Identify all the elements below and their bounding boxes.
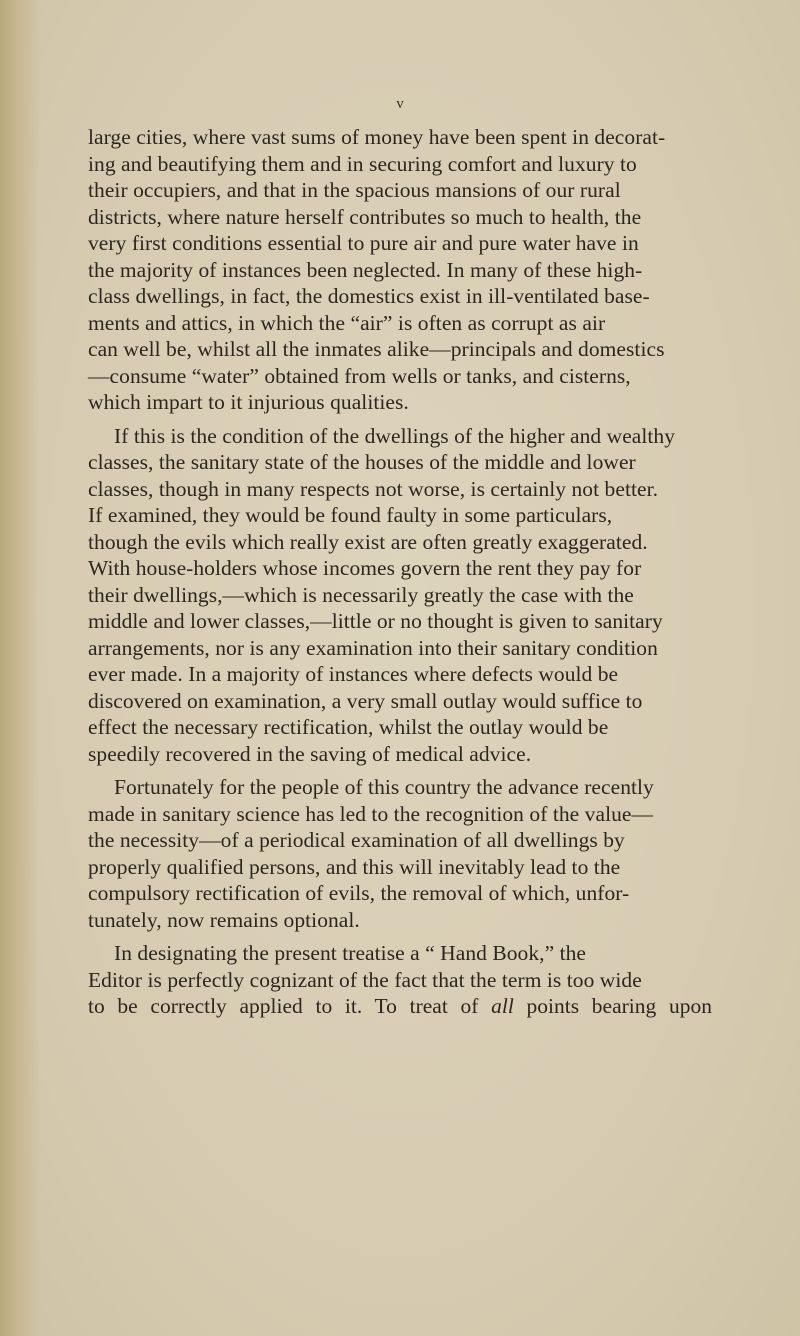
- paragraph-2: If this is the condition of the dwellings of the higher and wealthy classes, the sanitary state of the houses of the middle and lower classes, though in many respects not worse, is certainly not better. If examined, they would be found faulty in some particulars, though the evils which really exist are often greatly exaggerated. With house-holders whose incomes govern the rent they pay for their dwellings,—which is necessarily greatly the case with the middle and lower classes,—little or no thought is given to sanitary arrangements, nor is any examination into their sanitary condition ever made. In a majority of instances where defects would be discovered on examination, a very small outlay would suffice to effect the necessary rectification, whilst the outlay would be speedily recovered in the saving of medical advice.: [88, 423, 676, 766]
- paragraph-1: large cities, where vast sums of money have been spent in decorat- ing and beautifying them and in securing comfort and luxury to their occupiers, and that in the spacious mansions of our rural districts, where nature herself contributes so much to health, the very first conditions essential to pure air and pure water have in the majority of instances been neglected. In many of these high- class dwellings, in fact, the domestics exist in ill-ventilated base- ments and attics, in which the “air” is often as corrupt as air can well be, whilst all the inmates alike—principals and domestics —consume “water” obtained from wells or tanks, and cisterns, which impart to it injurious qualities.: [88, 125, 666, 414]
- paragraph-4-last-line: [88, 993, 712, 1020]
- page-edge-shadow: [0, 0, 40, 1336]
- last-line-before: to be correctly applied to it. To treat of: [88, 994, 492, 1018]
- last-line-after: points bearing upon: [513, 994, 712, 1018]
- body-text: [88, 124, 712, 1020]
- last-line-italic-word: all: [491, 994, 514, 1018]
- paragraph-4: In designating the present treatise a “ Hand Book,” the Editor is perfectly cognizant of the fact that the term is too wide: [88, 941, 642, 992]
- paragraph-3: Fortunately for the people of this country the advance recently made in sanitary science has led to the recognition of the value— the necessity—of a periodical examination of all dwellings by properly qualified persons, and this will inevitably lead to the compulsory rectification of evils, the removal of which, unfor- tunately, now remains optional.: [88, 775, 654, 932]
- page-number: v: [396, 96, 404, 112]
